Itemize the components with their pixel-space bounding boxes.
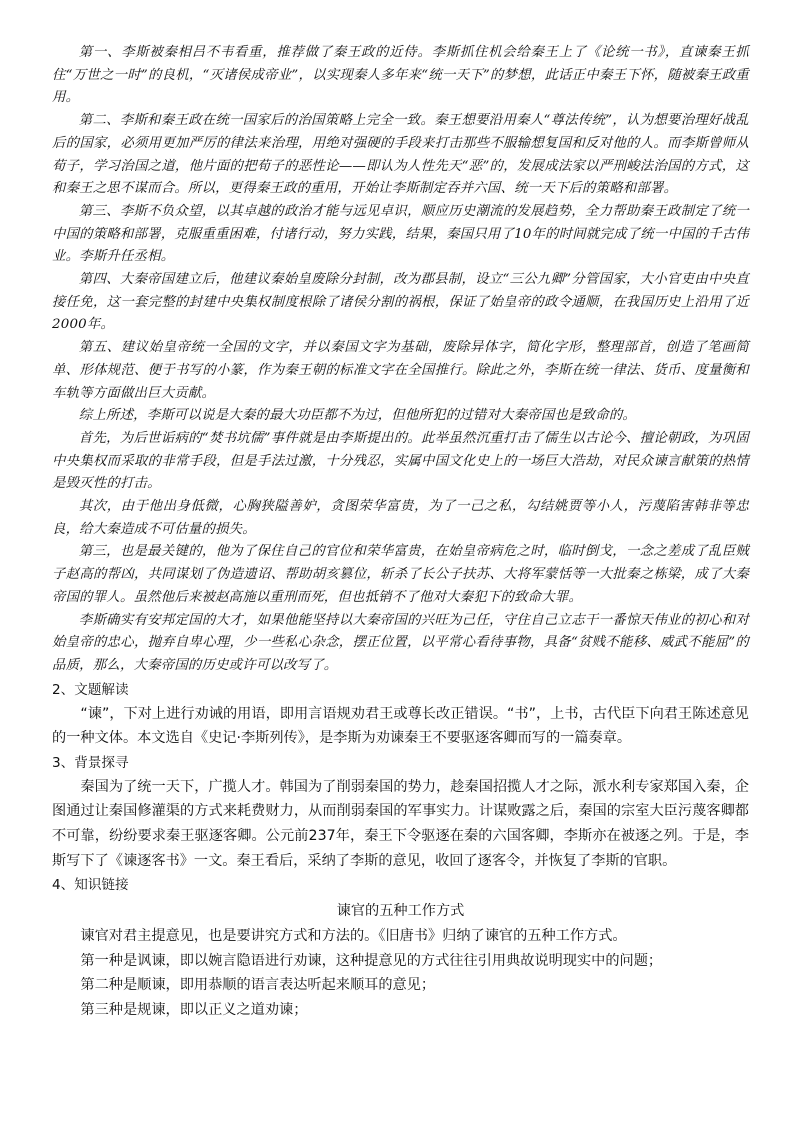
section-knowledge-link: [52, 873, 749, 1022]
paragraph: 第三、李斯不负众望，以其卓越的政治才能与远见卓识，顺应历史潮流的发展趋势，全力帮助秦王政制定了统一中国的策略和部署，克服重重困难，付诸行动，努力实践，结果，秦国只用了10年的时间就完成了统一中国的千古伟业。李斯升任丞相。: [52, 203, 749, 265]
paragraph: 李斯确实有安邦定国的大才，如果他能坚持以大秦帝国的兴旺为己任，守住自己立志干一番惊天伟业的初心和对始皇帝的忠心，抛弃自卑心理，少一些私心杂念，摆正位置，以平常心看待事物，具备“贫贱不能移、威武不能屈”的品质，那么，大秦帝国的历史或许可以改写了。: [52, 612, 749, 673]
subsection-title: 谏官的五种工作方式: [336, 903, 465, 920]
section-heading: 2、文题解读: [52, 681, 129, 698]
section-title-interpretation: [52, 678, 749, 751]
section-heading: 3、背景探寻: [52, 754, 129, 771]
section-heading: 4、知识链接: [52, 877, 129, 894]
paragraph: 第二、李斯和秦王政在统一国家后的治国策略上完全一致。秦王想要沿用秦人“尊法传统”，认为想要治理好战乱后的国家，必须用更加严厉的律法来治理，用绝对强硬的手段来打击那些不服输想复国和反对他的人。而李斯曾师从荀子，学习治国之道，他片面的把荀子的恶性论——即认为人性先天“恶”的，发展成法家以严刑峻法治国的方式，这和秦王之思不谋而合。所以，更得秦王政的重用，开始让李斯制定吞并六国、统一天下后的策略和部署。: [52, 113, 749, 197]
section-background: [52, 751, 749, 873]
paragraph: 第一种是讽谏，即以婉言隐语进行劝谏，这种提意见的方式往往引用典故说明现实中的问题；: [80, 952, 663, 969]
paragraph: 综上所述，李斯可以说是大秦的最大功臣都不为过，但他所犯的过错对大秦帝国也是致命的。: [78, 408, 637, 424]
paragraph: 第三，也是最关键的，他为了保住自己的官位和荣华富贵，在始皇帝病危之时，临时倒戈，一念之差成了乱臣贼子赵高的帮凶，共同谋划了伪造遗诏、帮助胡亥篡位，斩杀了长公子扶苏、大将军蒙恬等一大批秦之栋梁，成了大秦帝国的罪人。虽然他后来被赵高施以重刑而死，但也抵销不了他对大秦犯下的致命大罪。: [52, 544, 749, 605]
paragraph: 第五、建议始皇帝统一全国的文字，并以秦国文字为基础，废除异体字，简化字形，整理部首，创造了笔画简单、形体规范、便于书写的小篆，作为秦王朝的标准文字在全国推行。除此之外，李斯在统一律法、货币、度量衡和车轨等方面做出巨大贡献。: [52, 340, 749, 401]
paragraph: 首先，为后世诟病的“焚书坑儒”事件就是由李斯提出的。此举虽然沉重打击了儒生以古论今、擅论朝政，为巩固中央集权而采取的非常手段，但是手法过激，十分残忍，实属中国文化史上的一场巨大浩劫，对民众谏言献策的热情是毁灭性的打击。: [52, 430, 749, 492]
paragraph: “谏”，下对上进行劝诫的用语，即用言语规劝君王或尊长改正错误。“书”，上书，古代臣下向君王陈述意见的一种文体。本文选自《史记·李斯列传》，是李斯为劝谏秦王不要驱逐客卿而写的一篇奏章。: [52, 705, 749, 747]
paragraph: 第一、李斯被秦相吕不韦看重，推荐做了秦王政的近侍。李斯抓住机会给秦王上了《论统一书》，直谏秦王抓住“万世之一时”的良机，“灭诸侯成帝业”，以实现秦人多年来“统一天下”的梦想，此话正中秦王下怀，随被秦王政重用。: [52, 45, 749, 106]
paragraph: 第二种是顺谏，即用恭顺的语言表达听起来顺耳的意见；: [80, 977, 436, 994]
section-li-si-analysis: [52, 42, 749, 678]
paragraph: 第三种是规谏，即以正义之道劝谏；: [80, 1002, 308, 1019]
paragraph: 秦国为了统一天下，广揽人才。韩国为了削弱秦国的势力，趁秦国招揽人才之际，派水利专家郑国入秦，企图通过让秦国修灌渠的方式来耗费财力，从而削弱秦国的军事实力。计谋败露之后，秦国的宗室大臣污蔑客卿都不可靠，纷纷要求秦王驱逐客卿。公元前237年，秦王下令驱逐在秦的六国客卿，李斯亦在被逐之列。于是，李斯写下了《谏逐客书》一文。秦王看后，采纳了李斯的意见，收回了逐客令，并恢复了李斯的官职。: [52, 778, 749, 869]
paragraph: 谏官对君主提意见，也是要讲究方式和方法的。《旧唐书》归纳了谏官的五种工作方式。: [80, 928, 627, 945]
paragraph: 第四、大秦帝国建立后，他建议秦始皇废除分封制，改为郡县制，设立“三公九卿”分管国家，大小官吏由中央直接任免，这一套完整的封建中央集权制度根除了诸侯分割的祸根，保证了始皇帝的政令通顺，在我国历史上沿用了近2000年。: [52, 272, 749, 333]
paragraph: 其次，由于他出身低微，心胸狭隘善妒，贪图荣华富贵，为了一己之私，勾结姚贾等小人，污蔑陷害韩非等忠良，给大秦造成不可估量的损失。: [52, 499, 749, 537]
